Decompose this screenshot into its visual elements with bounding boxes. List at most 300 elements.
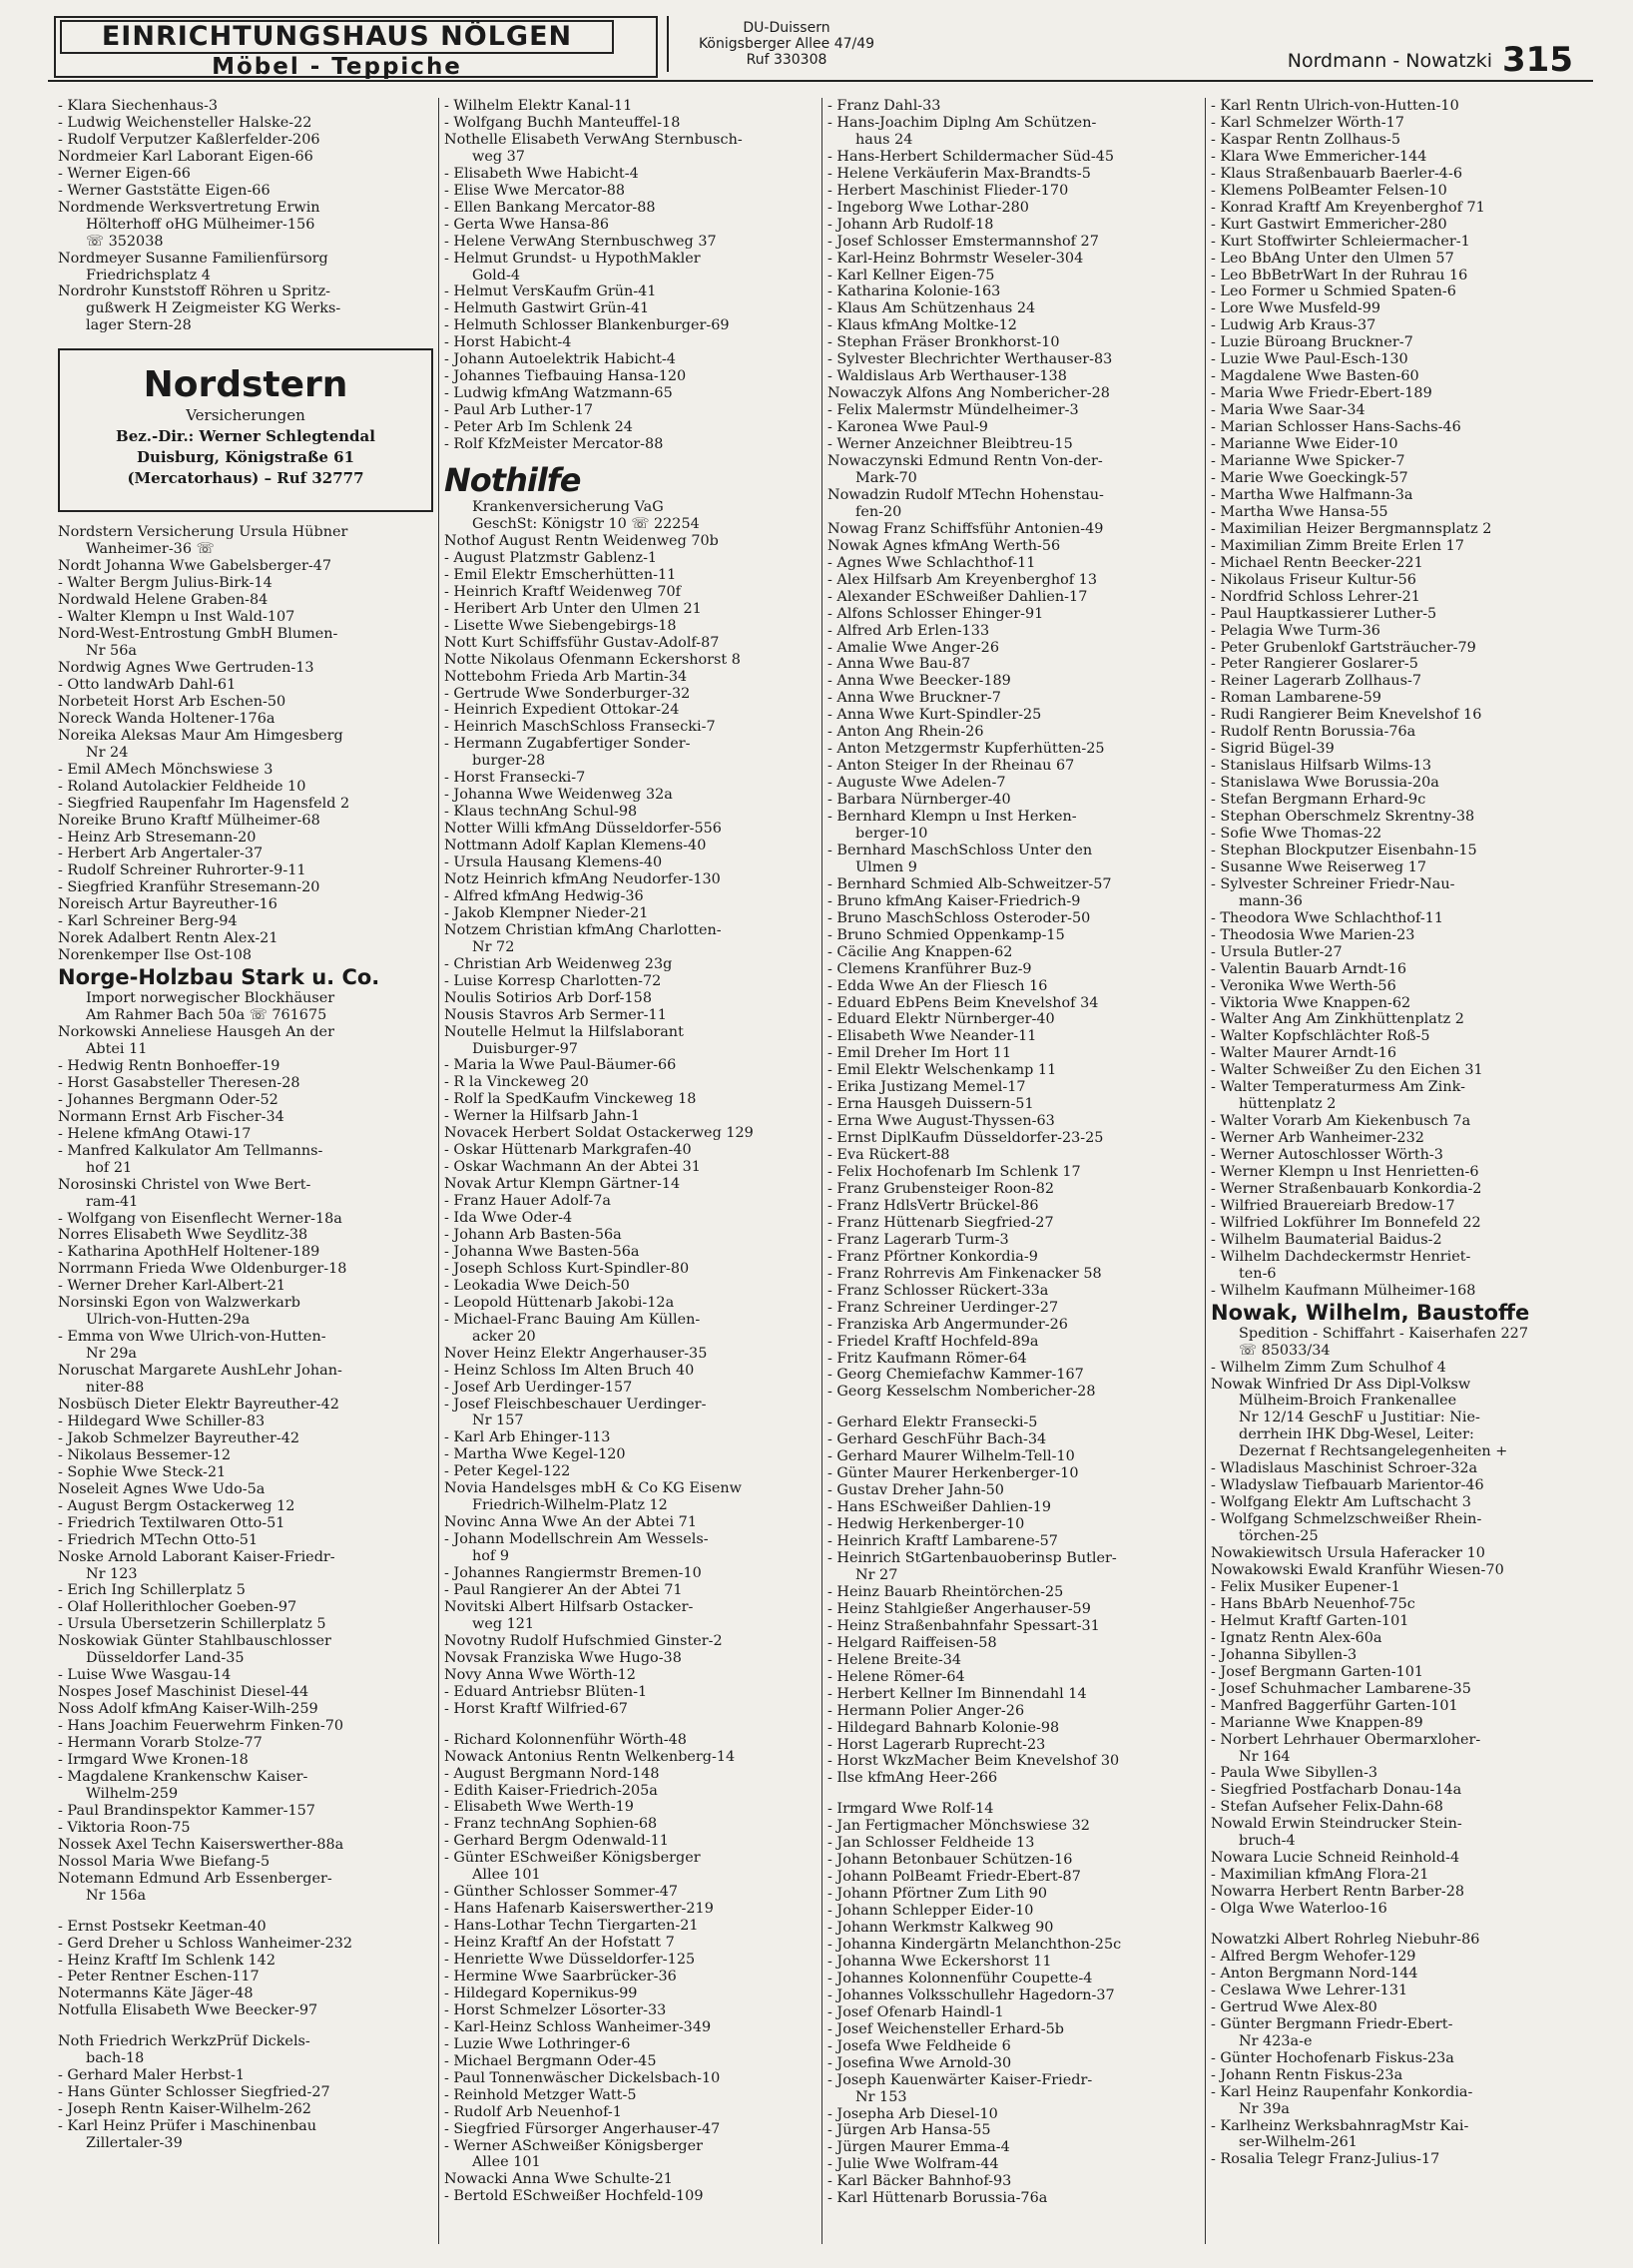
directory-entry: Notzem Christian kfmAng Charlotten- [444, 921, 722, 938]
ad-line: Import norwegischer Blockhäuser [86, 990, 335, 1007]
entry-continuation: Nr 164 [1239, 1748, 1291, 1765]
directory-entry: Novotny Rudolf Hufschmied Ginster-2 [444, 1632, 723, 1649]
directory-entry: - Emma von Wwe Ulrich-von-Hutten- [58, 1329, 326, 1346]
directory-entry: - Werner Anzeichner Bleibtreu-15 [827, 436, 1073, 453]
directory-entry: Nowaczynski Edmund Rentn Von-der- [827, 453, 1103, 470]
directory-entry: - Peter Kegel-122 [444, 1463, 571, 1480]
business-advertisement [1211, 1300, 1590, 1360]
directory-entry: - Heinz Stahlgießer Angerhauser-59 [827, 1600, 1091, 1617]
directory-entry: - Marianne Wwe Eider-10 [1211, 436, 1398, 453]
directory-entry: - Karl Arb Ehinger-113 [444, 1429, 611, 1446]
directory-entry: - Oskar Hüttenarb Markgrafen-40 [444, 1142, 692, 1159]
directory-entry: - Gerhard GeschFühr Bach-34 [827, 1431, 1047, 1448]
directory-entry: - Wilhelm Elektr Kanal-11 [444, 98, 633, 114]
directory-entry: - Clemens Kranführer Buz-9 [827, 960, 1032, 977]
directory-entry: Nowak Agnes kfmAng Werth-56 [827, 537, 1061, 554]
directory-entry: - Eduard Elektr Nürnberger-40 [827, 1011, 1055, 1028]
directory-entry: - Leo BbBetrWart In der Ruhrau 16 [1211, 267, 1468, 284]
directory-entry: - Gerhard Maurer Wilhelm-Tell-10 [827, 1448, 1075, 1465]
directory-entry: - August Platzmstr Gablenz-1 [444, 549, 658, 566]
directory-entry: - Irmgard Wwe Rolf-14 [827, 1801, 994, 1818]
directory-entry: - Walter Ang Am Zinkhüttenplatz 2 [1211, 1011, 1464, 1028]
directory-entry: Noske Arnold Laborant Kaiser-Friedr- [58, 1548, 335, 1565]
directory-entry: Noreisch Artur Bayreuther-16 [58, 896, 277, 913]
directory-entry: - Klaus kfmAng Moltke-12 [827, 317, 1017, 334]
directory-entry: - Hans Hafenarb Kaiserswerther-219 [444, 1901, 714, 1918]
directory-entry: - Peter Arb Im Schlenk 24 [444, 419, 633, 436]
directory-entry: - R la Vinckeweg 20 [444, 1074, 589, 1091]
directory-entry: - Gerhard Maler Herbst-1 [58, 2067, 246, 2084]
directory-entry: - Martha Wwe Kegel-120 [444, 1446, 626, 1463]
directory-entry: - Luzie Wwe Lothringer-6 [444, 2035, 631, 2052]
entry-continuation: Wilhelm-259 [86, 1785, 179, 1802]
entry-continuation: Nr 72 [472, 938, 515, 955]
directory-entry: Nover Heinz Elektr Angerhauser-35 [444, 1345, 708, 1362]
directory-entry: - Johann Modellschrein Am Wessels- [444, 1531, 709, 1548]
entry-continuation: weg 121 [472, 1615, 535, 1632]
directory-entry: Nothof August Rentn Weidenweg 70b [444, 532, 719, 549]
directory-entry: Nordwald Helene Graben-84 [58, 592, 269, 609]
entry-continuation: Allee 101 [472, 1867, 541, 1884]
entry-continuation: törchen-25 [1239, 1528, 1319, 1545]
entry-continuation: Nr 29a [86, 1346, 137, 1363]
directory-entry: - Roland Autolackier Feldheide 10 [58, 778, 306, 795]
directory-entry: - Franz Schreiner Uerdinger-27 [827, 1299, 1059, 1316]
directory-entry: - Johanna Kindergärtn Melanchthon-25c [827, 1936, 1122, 1953]
directory-entry: - Olaf Hollerithlocher Goeben-97 [58, 1599, 297, 1616]
directory-entry: Noskowiak Günter Stahlbauschlosser [58, 1633, 331, 1650]
directory-entry: Nowarra Herbert Rentn Barber-28 [1211, 1884, 1465, 1901]
directory-entry: - Johann Werkmstr Kalkweg 90 [827, 1920, 1054, 1937]
directory-entry: - Johann Rentn Fiskus-23a [1211, 2066, 1403, 2083]
ad-line: Duisburg, Königstraße 61 [136, 448, 355, 467]
directory-entry: - Paula Wwe Sibyllen-3 [1211, 1765, 1378, 1782]
section-gap [58, 2019, 437, 2033]
directory-entry: - Rudolf Arb Neuenhof-1 [444, 2103, 622, 2120]
section-gap [1211, 1918, 1590, 1932]
directory-entry: - Helene Römer-64 [827, 1668, 965, 1685]
directory-entry: Norrmann Frieda Wwe Oldenburger-18 [58, 1261, 347, 1278]
directory-entry: - Rolf KfzMeister Mercator-88 [444, 436, 664, 453]
ad-line: Spedition - Schiffahrt - Kaiserhafen 227 [1239, 1325, 1528, 1342]
directory-entry: - Christian Arb Weidenweg 23g [444, 955, 673, 972]
directory-entry: - Helmuth Schlosser Blankenburger-69 [444, 317, 730, 334]
directory-entry: - Franz Hüttenarb Siegfried-27 [827, 1214, 1054, 1231]
ad-line: ☏ 85033/34 [1239, 1342, 1331, 1359]
directory-entry: - Klara Wwe Emmericher-144 [1211, 148, 1427, 165]
directory-entry: Noreike Bruno Kraftf Mülheimer-68 [58, 812, 320, 829]
entry-continuation: Abtei 11 [86, 1040, 148, 1057]
directory-entry: - Helgard Raiffeisen-58 [827, 1634, 997, 1651]
business-advertisement [58, 964, 437, 1024]
directory-entry: - Alfred kfmAng Hedwig-36 [444, 887, 644, 904]
directory-entry: - Leopold Hüttenarb Jakobi-12a [444, 1294, 675, 1311]
directory-entry: - Karonea Wwe Paul-9 [827, 419, 988, 436]
entry-continuation: niter-88 [86, 1380, 145, 1397]
directory-entry: - Josef Schuhmacher Lambarene-35 [1211, 1680, 1471, 1697]
directory-entry: - Klemens PolBeamter Felsen-10 [1211, 182, 1447, 199]
directory-entry: - Klaus Am Schützenhaus 24 [827, 300, 1036, 317]
directory-column-3 [827, 98, 1207, 2207]
directory-entry: - Helmut Grundst- u HypothMakler [444, 250, 701, 267]
nothilfe-advertisement [444, 461, 823, 533]
directory-entry: Noreck Wanda Holtener-176a [58, 710, 275, 727]
directory-entry: - Amalie Wwe Anger-26 [827, 639, 999, 656]
directory-entry: - Werner la Hilfsarb Jahn-1 [444, 1108, 641, 1125]
directory-entry: - Jürgen Arb Hansa-55 [827, 2122, 991, 2139]
directory-entry: - Johanna Sibyllen-3 [1211, 1646, 1358, 1663]
page-number: 315 [1502, 40, 1573, 80]
directory-entry: - Werner Gaststätte Eigen-66 [58, 182, 271, 199]
entry-continuation: Mülheim-Broich Frankenallee [1239, 1393, 1457, 1410]
directory-entry: - Stephan Fräser Bronkhorst-10 [827, 334, 1060, 351]
directory-entry: - Olga Wwe Waterloo-16 [1211, 1901, 1387, 1918]
directory-entry: - Martha Wwe Hansa-55 [1211, 503, 1388, 520]
directory-entry: - Veronika Wwe Werth-56 [1211, 977, 1396, 994]
directory-entry: - Ludwig kfmAng Watzmann-65 [444, 385, 673, 402]
entry-continuation: ☏ 352038 [86, 233, 164, 250]
directory-entry: - Edith Kaiser-Friedrich-205a [444, 1782, 658, 1799]
directory-entry: Nossol Maria Wwe Biefang-5 [58, 1853, 271, 1870]
directory-entry: - Wolfgang von Eisenflecht Werner-18a [58, 1210, 342, 1227]
directory-entry: - Viktoria Wwe Knappen-62 [1211, 994, 1411, 1011]
directory-entry: - Johannes Bergmann Oder-52 [58, 1091, 278, 1108]
directory-entry: - Otto landwArb Dahl-61 [58, 676, 237, 693]
directory-entry: - Ceslawa Wwe Lehrer-131 [1211, 1982, 1408, 1998]
directory-entry: - Ignatz Rentn Alex-60a [1211, 1629, 1382, 1646]
directory-entry: - Katharina ApothHelf Holtener-189 [58, 1244, 320, 1261]
directory-entry: Nowadzin Rudolf MTechn Hohenstau- [827, 486, 1104, 503]
directory-entry: - Bernhard MaschSchloss Unter den [827, 842, 1093, 858]
directory-entry: - Richard Kolonnenführ Wörth-48 [444, 1731, 687, 1748]
directory-entry: - Walter Kopfschlächter Roß-5 [1211, 1028, 1430, 1045]
directory-entry: Norenkemper Ilse Ost-108 [58, 947, 253, 964]
directory-entry: - Jakob Schmelzer Bayreuther-42 [58, 1429, 300, 1446]
entry-continuation: ram-41 [86, 1193, 139, 1210]
directory-entry: - Hans-Herbert Schildermacher Süd-45 [827, 148, 1115, 165]
directory-column-2 [444, 98, 823, 2205]
section-gap [444, 1718, 823, 1732]
directory-entry: - Johannes Tiefbauing Hansa-120 [444, 368, 687, 385]
directory-entry: Noutelle Helmut la Hilfslaborant [444, 1023, 684, 1040]
directory-entry: - Siegfried Fürsorger Angerhauser-47 [444, 2120, 721, 2137]
directory-entry: - August Bergmann Nord-148 [444, 1765, 660, 1782]
directory-entry: - Stefan Bergmann Erhard-9c [1211, 792, 1426, 809]
directory-entry: Nottebohm Frieda Arb Martin-34 [444, 668, 688, 685]
entry-continuation: bach-18 [86, 2050, 145, 2067]
directory-entry: - Leo BbAng Unter den Ulmen 57 [1211, 250, 1454, 267]
directory-entry: Notfulla Elisabeth Wwe Beecker-97 [58, 2002, 318, 2019]
directory-entry: - Waldislaus Arb Werthauser-138 [827, 368, 1067, 385]
directory-entry: - Hermine Wwe Saarbrücker-36 [444, 1968, 677, 1984]
directory-entry: - Maximilian Zimm Breite Erlen 17 [1211, 537, 1464, 554]
directory-entry: - Wladislaus Maschinist Schroer-32a [1211, 1460, 1478, 1477]
directory-entry: - Heinz Arb Stresemann-20 [58, 829, 257, 846]
directory-entry: - Hans Joachim Feuerwehrm Finken-70 [58, 1718, 344, 1735]
directory-entry: - Elise Wwe Mercator-88 [444, 182, 626, 199]
directory-entry: - Johannes Rangiermstr Bremen-10 [444, 1565, 702, 1582]
directory-entry: - Gertrude Wwe Sonderburger-32 [444, 685, 691, 702]
directory-entry: - Friedrich MTechn Otto-51 [58, 1531, 259, 1548]
directory-entry: Nordmende Werksvertretung Erwin [58, 199, 320, 216]
ad-title: Norge-Holzbau Stark u. Co. [58, 965, 380, 990]
directory-entry: - Johann Autoelektrik Habicht-4 [444, 351, 676, 368]
directory-entry: - Hermann Vorarb Stolze-77 [58, 1735, 263, 1752]
address-line: Ruf 330308 [746, 52, 827, 68]
directory-entry: - Nikolaus Friseur Kultur-56 [1211, 571, 1416, 588]
directory-entry: - Joseph Rentn Kaiser-Wilhelm-262 [58, 2101, 311, 2118]
directory-entry: - Elisabeth Wwe Neander-11 [827, 1028, 1037, 1045]
entry-continuation: Nr 123 [86, 1565, 138, 1582]
directory-entry: - Alfons Schlosser Ehinger-91 [827, 605, 1044, 622]
directory-entry: Nospes Josef Maschinist Diesel-44 [58, 1684, 309, 1701]
directory-entry: - Lisette Wwe Siebengebirgs-18 [444, 617, 677, 634]
directory-entry: Nordstern Versicherung Ursula Hübner [58, 524, 348, 541]
directory-entry: - Franz Rohrrevis Am Finkenacker 58 [827, 1265, 1102, 1282]
directory-entry: - Heinz Kraftf An der Hofstatt 7 [444, 1935, 675, 1952]
entry-continuation: haus 24 [855, 131, 913, 148]
directory-entry: - Walter Temperaturmess Am Zink- [1211, 1079, 1465, 1096]
directory-entry: Nowald Erwin Steindrucker Stein- [1211, 1816, 1462, 1833]
directory-entry: - Luise Korresp Charlotten-72 [444, 972, 662, 989]
directory-entry: - Cäcilie Ang Knappen-62 [827, 943, 1013, 960]
entry-continuation: Allee 101 [472, 2154, 541, 2171]
directory-entry: - Hans Günter Schlosser Siegfried-27 [58, 2084, 330, 2101]
directory-entry: Norek Adalbert Rentn Alex-21 [58, 930, 278, 947]
ad-line: Krankenversicherung VaG [472, 499, 664, 516]
directory-entry: - Maximilian kfmAng Flora-21 [1211, 1867, 1429, 1884]
directory-entry: - Heribert Arb Unter den Ulmen 21 [444, 600, 702, 617]
directory-entry: - Jan Fertigmacher Mönchswiese 32 [827, 1818, 1090, 1835]
directory-entry: - Anton Bergmann Nord-144 [1211, 1965, 1418, 1982]
directory-entry: Novak Artur Klempn Gärtner-14 [444, 1176, 681, 1193]
directory-entry: - Alfred Bergm Wehofer-129 [1211, 1948, 1416, 1965]
directory-entry: - Marianne Wwe Spicker-7 [1211, 453, 1405, 470]
directory-entry: - Friedrich Textilwaren Otto-51 [58, 1514, 285, 1531]
directory-entry: - Franz Pförtner Konkordia-9 [827, 1248, 1038, 1265]
directory-entry: - Stephan Oberschmelz Skrentny-38 [1211, 809, 1475, 826]
entry-continuation: bruch-4 [1239, 1833, 1296, 1850]
directory-entry: - Ernst Postsekr Keetman-40 [58, 1918, 267, 1935]
directory-entry: - Hermann Zugabfertiger Sonder- [444, 736, 691, 753]
entry-continuation: lager Stern-28 [86, 317, 192, 334]
directory-entry: Norsinski Egon von Walzwerkarb [58, 1295, 300, 1312]
directory-entry: Nordmeyer Susanne Familienfürsorg [58, 250, 328, 267]
directory-entry: - Franz HdlsVertr Brückel-86 [827, 1197, 1039, 1214]
directory-entry: - Wolfgang Buchh Manteuffel-18 [444, 114, 681, 131]
directory-entry: - Walter Bergm Julius-Birk-14 [58, 575, 272, 592]
directory-entry: - Karl Heinz Raupenfahr Konkordia- [1211, 2083, 1473, 2100]
entry-continuation: Nr 27 [855, 1566, 898, 1583]
directory-entry: - Werner Arb Wanheimer-232 [1211, 1130, 1424, 1147]
directory-entry: - Jürgen Maurer Emma-4 [827, 2139, 1010, 2156]
directory-entry: - Gustav Dreher Jahn-50 [827, 1482, 1004, 1499]
directory-entry: - Leokadia Wwe Deich-50 [444, 1277, 630, 1294]
directory-entry: - Sofie Wwe Thomas-22 [1211, 825, 1382, 842]
advertiser-tagline: Möbel - Teppiche [212, 54, 462, 80]
directory-entry: - Franz Schlosser Rückert-33a [827, 1282, 1049, 1299]
entry-continuation: Nr 157 [472, 1413, 524, 1429]
directory-entry: - Helene Breite-34 [827, 1651, 962, 1668]
directory-entry: - Heinz Straßenbahnfahr Spessart-31 [827, 1617, 1100, 1634]
directory-entry: Nowakowski Ewald Kranführ Wiesen-70 [1211, 1562, 1504, 1579]
directory-entry: - Lore Wwe Musfeld-99 [1211, 300, 1381, 317]
directory-entry: - Johann Arb Rudolf-18 [827, 216, 994, 233]
directory-entry: - Hildegard Wwe Schiller-83 [58, 1413, 266, 1429]
ad-title: Nowak, Wilhelm, Baustoffe [1211, 1300, 1530, 1325]
directory-entry: - Marianne Wwe Knappen-89 [1211, 1714, 1423, 1731]
directory-entry: - Hermann Polier Anger-26 [827, 1702, 1025, 1719]
entry-continuation: gußwerk H Zeigmeister KG Werks- [86, 300, 341, 317]
directory-entry: - Walter Maurer Arndt-16 [1211, 1045, 1397, 1062]
directory-entry: - Rudolf Rentn Borussia-76a [1211, 724, 1416, 741]
directory-entry: - Siegfried Postfacharb Donau-14a [1211, 1782, 1462, 1799]
directory-entry: - Peter Rentner Eschen-117 [58, 1969, 260, 1985]
directory-entry: - Pelagia Wwe Turm-36 [1211, 622, 1380, 639]
entry-continuation: berger-10 [855, 825, 928, 842]
directory-column-4 [1211, 98, 1590, 2168]
directory-entry: Noseleit Agnes Wwe Udo-5a [58, 1480, 266, 1497]
directory-entry: Nordt Johanna Wwe Gabelsberger-47 [58, 558, 332, 575]
directory-entry: - Georg Kesselschm Nombericher-28 [827, 1384, 1096, 1401]
directory-entry: - Heinrich MaschSchloss Fransecki-7 [444, 719, 716, 736]
directory-entry: - Heinrich Expedient Ottokar-24 [444, 702, 680, 719]
entry-continuation: Hölterhoff oHG Mülheimer-156 [86, 216, 315, 233]
directory-entry: - Hans BbArb Neuenhof-75c [1211, 1595, 1415, 1612]
address-line: DU-Duissern [743, 20, 830, 36]
directory-entry: Nordrohr Kunststoff Röhren u Spritz- [58, 284, 331, 300]
directory-entry: - Horst Schmelzer Lösorter-33 [444, 2001, 667, 2018]
directory-entry: - Josefina Wwe Arnold-30 [827, 2054, 1012, 2071]
directory-entry: Noreika Aleksas Maur Am Himgesberg [58, 727, 343, 744]
directory-entry: - Michael-Franc Bauing Am Küllen- [444, 1311, 701, 1328]
directory-entry: - Horst Lagerarb Ruprecht-23 [827, 1736, 1046, 1753]
directory-entry: - Ursula Hausang Klemens-40 [444, 854, 663, 871]
directory-entry: - Karlheinz WerksbahnragMstr Kai- [1211, 2117, 1469, 2134]
directory-entry: Nordmeier Karl Laborant Eigen-66 [58, 148, 313, 165]
directory-entry: - Werner Autoschlosser Wörth-3 [1211, 1147, 1443, 1164]
entry-continuation: hof 9 [472, 1548, 509, 1565]
directory-entry: - Wilhelm Dachdeckermstr Henriet- [1211, 1248, 1471, 1265]
directory-entry: - Karl Bäcker Bahnhof-93 [827, 2173, 1012, 2190]
directory-entry: - Alex Hilfsarb Am Kreyenberghof 13 [827, 571, 1097, 588]
directory-entry: - Josefa Wwe Feldheide 6 [827, 2037, 1011, 2054]
directory-entry: - Kurt Gastwirt Emmericher-280 [1211, 216, 1447, 233]
directory-entry: - Michael Bergmann Oder-45 [444, 2052, 657, 2069]
entry-continuation: Ulrich-von-Hutten-29a [86, 1312, 251, 1329]
advertiser-name: EINRICHTUNGSHAUS NÖLGEN [60, 20, 614, 54]
directory-entry: - Karl Schreiner Berg-94 [58, 913, 238, 930]
directory-entry: - Wilhelm Baumaterial Baidus-2 [1211, 1231, 1442, 1248]
directory-page [48, 10, 1593, 2256]
directory-entry: - Johann Betonbauer Schützen-16 [827, 1852, 1073, 1869]
directory-entry: - Klara Siechenhaus-3 [58, 98, 219, 114]
directory-entry: - Sophie Wwe Steck-21 [58, 1463, 227, 1480]
entry-continuation: Wanheimer-36 ☏ [86, 541, 215, 558]
directory-entry: Nottmann Adolf Kaplan Klemens-40 [444, 838, 707, 854]
entry-continuation: ser-Wilhelm-261 [1239, 2134, 1358, 2151]
entry-continuation: Nr 153 [855, 2088, 907, 2105]
directory-entry: - Oskar Wachmann An der Abtei 31 [444, 1159, 701, 1176]
entry-continuation: Nr 24 [86, 744, 129, 761]
directory-entry: Nossek Axel Techn Kaiserswerther-88a [58, 1836, 344, 1853]
directory-entry: - Georg Chemiefachw Kammer-167 [827, 1367, 1084, 1384]
directory-entry: - Emil AMech Mönchswiese 3 [58, 761, 273, 778]
directory-entry: - Nikolaus Bessemer-12 [58, 1446, 232, 1463]
directory-entry: - Ingeborg Wwe Lothar-280 [827, 199, 1029, 216]
directory-entry: - Franz Hauer Adolf-7a [444, 1193, 611, 1210]
directory-entry: - Karl Rentn Ulrich-von-Hutten-10 [1211, 98, 1459, 114]
directory-entry: - Anna Wwe Bau-87 [827, 656, 971, 673]
directory-entry: - Hedwig Rentn Bonhoeffer-19 [58, 1057, 280, 1074]
running-head [1288, 40, 1573, 80]
directory-entry: - Hedwig Herkenberger-10 [827, 1516, 1025, 1533]
directory-entry: - Alfred Arb Erlen-133 [827, 622, 990, 639]
directory-entry: - Werner Klempn u Inst Henrietten-6 [1211, 1164, 1479, 1181]
entry-continuation: Zillertaler-39 [86, 2135, 183, 2152]
directory-entry: - Josef Arb Uerdinger-157 [444, 1379, 633, 1396]
directory-entry: - Josef Schlosser Emstermannshof 27 [827, 233, 1099, 250]
directory-entry: - Wilfried Brauereiarb Bredow-17 [1211, 1197, 1455, 1214]
directory-entry: - Rudolf Verputzer Kaßlerfelder-206 [58, 131, 320, 148]
directory-entry: - Horst Fransecki-7 [444, 770, 586, 787]
directory-entry: Noruschat Margarete AushLehr Johan- [58, 1363, 342, 1380]
directory-entry: Nousis Stavros Arb Sermer-11 [444, 1006, 667, 1023]
directory-entry: - Erna Wwe August-Thyssen-63 [827, 1113, 1055, 1130]
entry-continuation: Friedrichsplatz 4 [86, 267, 211, 284]
directory-entry: Norosinski Christel von Wwe Bert- [58, 1176, 311, 1193]
entry-continuation: hof 21 [86, 1159, 133, 1176]
directory-entry: - Susanne Wwe Reiserweg 17 [1211, 858, 1427, 875]
entry-continuation: Nr 12/14 GeschF u Justitiar: Nie- [1239, 1410, 1480, 1426]
directory-entry: - Franziska Arb Angermunder-26 [827, 1316, 1068, 1333]
directory-entry: - Hans-Lothar Techn Tiergarten-21 [444, 1918, 699, 1935]
directory-entry: - Helene Verkäuferin Max-Brandts-5 [827, 165, 1091, 182]
entry-continuation: Dezernat f Rechtsangelegenheiten + [1239, 1443, 1508, 1460]
directory-entry: - Hans ESchweißer Dahlien-19 [827, 1499, 1052, 1516]
directory-entry: - Ernst DiplKaufm Düsseldorfer-23-25 [827, 1130, 1104, 1147]
directory-entry: - Johanna Wwe Eckershorst 11 [827, 1953, 1052, 1970]
directory-entry: Notter Willi kfmAng Düsseldorfer-556 [444, 821, 722, 838]
directory-entry: - Heinz Kraftf Im Schlenk 142 [58, 1952, 275, 1969]
directory-entry: - Katharina Kolonie-163 [827, 284, 1001, 300]
directory-entry: - Gerta Wwe Hansa-86 [444, 216, 610, 233]
directory-entry: Nordwig Agnes Wwe Gertruden-13 [58, 659, 314, 676]
directory-entry: - Emil Elektr Emscherhütten-11 [444, 566, 677, 583]
directory-entry: - Jakob Klempner Nieder-21 [444, 904, 649, 921]
section-gap [58, 1905, 437, 1919]
directory-entry: - Horst WkzMacher Beim Knevelshof 30 [827, 1753, 1120, 1770]
directory-entry: - Henriette Wwe Düsseldorfer-125 [444, 1952, 696, 1969]
directory-entry: - Walter Klempn u Inst Wald-107 [58, 609, 295, 626]
directory-entry: - Leo Former u Schmied Spaten-6 [1211, 284, 1456, 300]
directory-entry: - Felix Musiker Eupener-1 [1211, 1578, 1400, 1595]
directory-entry: Nowak Winfried Dr Ass Dipl-Volksw [1211, 1376, 1471, 1393]
directory-entry: Nosbüsch Dieter Elektr Bayreuther-42 [58, 1397, 339, 1413]
directory-entry: Norkowski Anneliese Hausgeh An der [58, 1024, 334, 1041]
directory-entry: - Josepha Arb Diesel-10 [827, 2105, 998, 2122]
directory-entry: - Werner ASchweißer Königsberger [444, 2137, 703, 2154]
directory-entry: - Paul Hauptkassierer Luther-5 [1211, 605, 1437, 622]
directory-entry: - Ludwig Arb Kraus-37 [1211, 317, 1376, 334]
ad-line: Am Rahmer Bach 50a ☏ 761675 [86, 1007, 327, 1024]
directory-entry: Nowack Antonius Rentn Welkenberg-14 [444, 1748, 736, 1765]
directory-entry: - Wolfgang Elektr Am Luftschacht 3 [1211, 1494, 1471, 1511]
directory-entry: - Helmuth Gastwirt Grün-41 [444, 300, 650, 317]
directory-entry: - Horst Gasabsteller Theresen-28 [58, 1074, 300, 1091]
directory-entry: - Reinhold Metzger Watt-5 [444, 2086, 637, 2103]
directory-entry: - Eduard EbPens Beim Knevelshof 34 [827, 994, 1099, 1011]
